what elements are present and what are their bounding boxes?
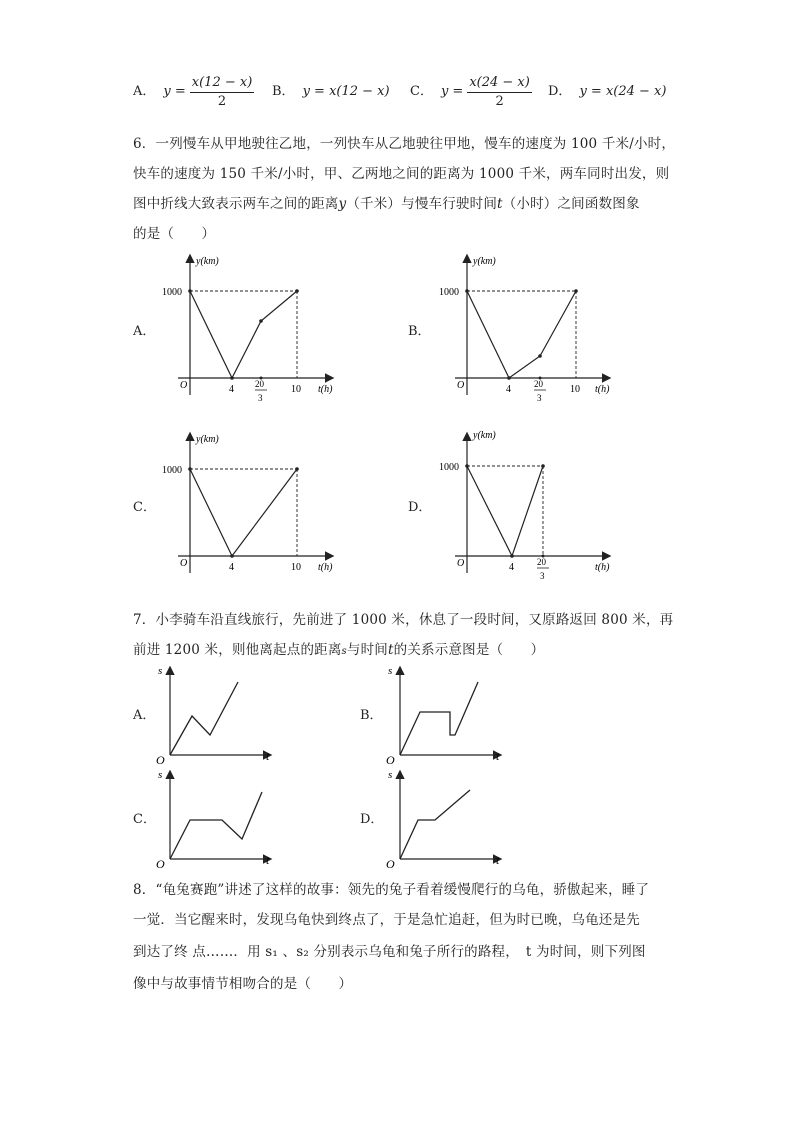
point: [541, 464, 545, 468]
origin-label: O: [386, 753, 395, 766]
s-label: s: [158, 769, 163, 781]
point: [507, 376, 511, 380]
q8-line-2: 一觉．当它醒来时，发现乌龟快到终点了，于是急忙追赶，但为时已晚，乌龟还是先: [133, 912, 640, 928]
tick-1000: 1000: [162, 287, 182, 298]
q5-option-a-denominator: 2: [217, 93, 227, 109]
point: [230, 376, 234, 380]
q6-option-a-label: A．: [133, 324, 156, 339]
q6-line-3-c: （小时）之间函数图象: [502, 196, 640, 212]
tick-20: 20: [255, 379, 264, 389]
distance-polyline: [170, 682, 238, 755]
q6-line-3-b: （千米）与慢车行驶时间: [346, 196, 498, 212]
q6-graph-c: [160, 428, 340, 588]
q7-var-t: t: [388, 642, 394, 658]
q6-line-3: [133, 192, 640, 212]
q5-option-c-numerator: x(24 − x): [467, 74, 532, 93]
q5-option-d-label: D．: [548, 84, 572, 99]
q6-graph-d: [437, 428, 617, 588]
point: [259, 319, 263, 323]
point: [465, 289, 469, 293]
t-label: t: [496, 853, 500, 867]
q5-option-c: [410, 72, 532, 112]
point: [188, 467, 192, 471]
q5-option-a: [133, 72, 254, 112]
tick-4: 4: [229, 562, 234, 573]
tick-20: 20: [537, 557, 546, 567]
tick-10: 10: [291, 562, 301, 573]
point: [188, 289, 192, 293]
origin-label: O: [386, 857, 395, 870]
origin-label: O: [156, 753, 165, 766]
q7-line-1: 7．小李骑车沿直线旅行，先前进了 1000 米，休息了一段时间，又原路返回 800 米，再: [133, 612, 674, 628]
q5-option-c-denominator: 2: [495, 93, 504, 109]
tick-1000: 1000: [439, 287, 459, 298]
q7-var-s: s: [341, 646, 347, 657]
q5-option-b: [272, 72, 390, 112]
q5-option-b-label: B．: [272, 84, 295, 99]
q7-line-2: [133, 638, 544, 658]
s-label: s: [388, 769, 393, 781]
t-label: t: [266, 853, 270, 867]
distance-polyline: [190, 469, 297, 556]
distance-polyline: [170, 792, 262, 859]
q6-line-4: 的是（ ）: [133, 226, 216, 242]
q5-option-d: [548, 72, 666, 112]
q6-var-t: t: [497, 196, 503, 212]
q6-line-2: 快车的速度为 150 千米/小时，甲、乙两地之间的距离为 1000 千米，两车同时出发，则: [133, 166, 670, 182]
q7-option-a-label: A．: [133, 708, 156, 723]
point: [510, 554, 514, 558]
point: [538, 354, 542, 358]
q5-option-a-fraction: [190, 74, 255, 111]
q7-option-c-label: C．: [133, 812, 156, 827]
q6-line-1: 6．一列慢车从甲地驶往乙地，一列快车从乙地驶往甲地，慢车的速度为 100 千米/小时，: [133, 136, 676, 152]
distance-polyline: [190, 291, 297, 378]
tick-1000: 1000: [439, 462, 459, 473]
tick-1000: 1000: [162, 465, 182, 476]
x-axis-label: t(h): [595, 562, 610, 573]
origin-label: O: [457, 380, 465, 391]
q5-option-c-fraction: [467, 74, 532, 111]
q7-option-b-label: B．: [360, 708, 383, 723]
q6-option-b-label: B．: [408, 324, 431, 339]
q7-graph-d: [380, 766, 510, 870]
q8-line-4: 像中与故事情节相吻合的是（ ）: [133, 976, 353, 992]
distance-polyline: [467, 291, 576, 378]
origin-label: O: [180, 380, 188, 391]
origin-label: O: [156, 857, 165, 870]
q8-line-1: 8．“龟兔赛跑”讲述了这样的故事：领先的兔子看着缓慢爬行的乌龟，骄傲起来，睡了: [133, 882, 650, 898]
x-axis-label: t(h): [318, 384, 333, 395]
s-label: s: [158, 665, 163, 677]
point: [465, 464, 469, 468]
tick-10: 10: [570, 384, 580, 395]
q7-option-d-label: D．: [360, 812, 384, 827]
tick-4: 4: [509, 562, 514, 573]
origin-label: O: [180, 558, 188, 569]
q7-graph-b: [380, 662, 510, 766]
t-label: t: [496, 749, 500, 763]
q5-option-a-label: A．: [133, 84, 156, 99]
q7-line-2-c: 的关系示意图是（ ）: [393, 642, 545, 658]
q5-option-a-numerator: x(12 − x): [190, 74, 255, 93]
distance-polyline: [400, 682, 478, 755]
point: [295, 467, 299, 471]
s-label: s: [388, 665, 393, 677]
x-axis-label: t(h): [318, 562, 333, 573]
q5-option-d-expr: y = x(24 − x): [579, 84, 667, 99]
q6-option-d-label: D．: [408, 500, 432, 515]
q6-graph-a: [160, 250, 340, 410]
q8-line-3: 到达了终 点……．用 s₁ 、s₂ 分别表示乌龟和兔子所行的路程， t 为时间，则下列图: [133, 944, 646, 960]
q6-option-c-label: C．: [133, 500, 156, 515]
tick-3: 3: [540, 571, 545, 581]
y-axis-label: y(km): [473, 430, 496, 441]
q6-var-y: y: [338, 196, 347, 212]
tick-4: 4: [506, 384, 511, 395]
tick-3: 3: [537, 393, 542, 403]
y-axis-label: y(km): [196, 256, 219, 267]
tick-3: 3: [258, 393, 263, 403]
q6-line-3-a: 图中折线大致表示两车之间的距离: [133, 196, 339, 212]
q5-option-b-expr: y = x(12 − x): [302, 84, 390, 99]
q5-option-a-lhs: y =: [163, 84, 186, 99]
x-axis-label: t(h): [595, 384, 610, 395]
origin-label: O: [457, 558, 465, 569]
q7-graph-c: [150, 766, 280, 870]
q7-graph-a: [150, 662, 280, 766]
y-axis-label: y(km): [473, 256, 496, 267]
point: [574, 289, 578, 293]
distance-polyline: [400, 790, 470, 859]
t-label: t: [266, 749, 270, 763]
q7-line-2-a: 前进 1200 米，则他离起点的距离: [133, 642, 342, 658]
tick-10: 10: [291, 384, 301, 395]
point: [230, 554, 234, 558]
tick-4: 4: [229, 384, 234, 395]
y-axis-label: y(km): [196, 434, 219, 445]
tick-20: 20: [534, 379, 543, 389]
q5-option-c-label: C．: [410, 84, 433, 99]
distance-polyline: [467, 466, 543, 556]
q5-option-c-lhs: y =: [440, 84, 464, 99]
q7-line-2-b: 与时间: [346, 642, 388, 658]
point: [295, 289, 299, 293]
q6-graph-b: [437, 250, 617, 410]
